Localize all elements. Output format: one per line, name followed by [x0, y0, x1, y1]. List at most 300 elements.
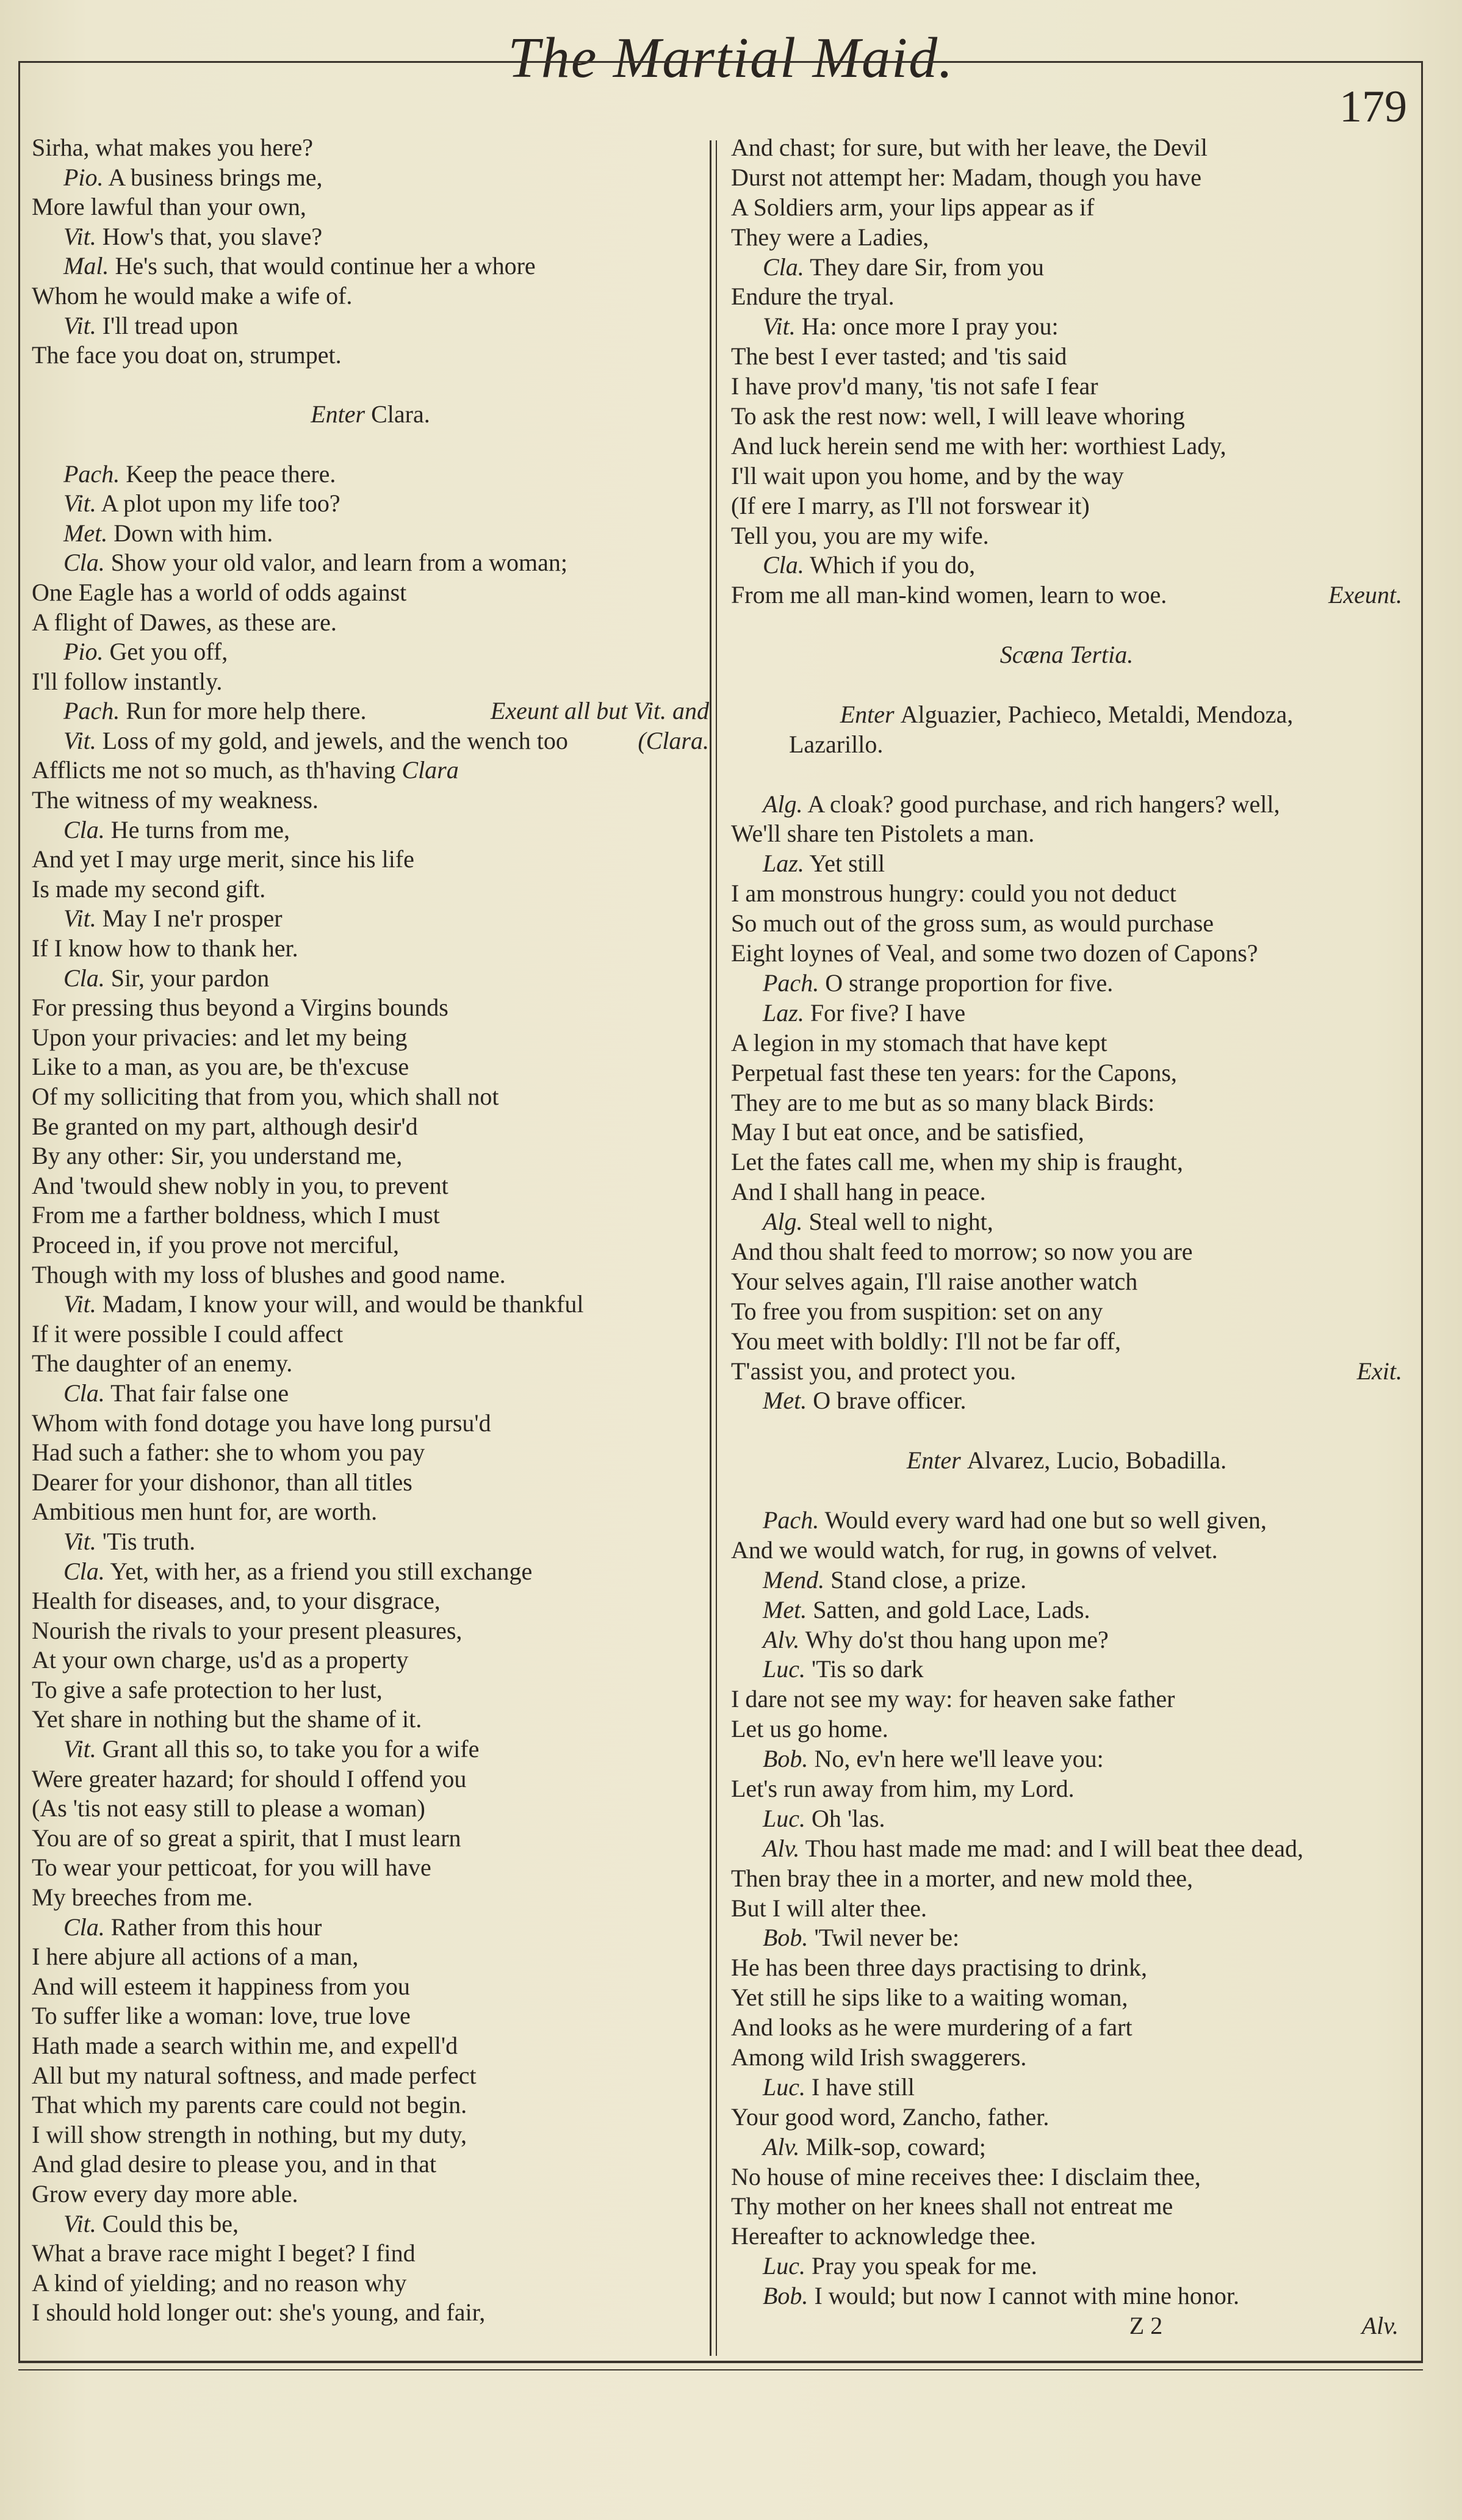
verse-line — [731, 2013, 1402, 2043]
line-text: A flight of Dawes, as these are. — [32, 608, 337, 636]
line-text: Perpetual fast these ten years: for the Capons, — [731, 1058, 1177, 1086]
speaker-prefix: Laz. — [763, 850, 804, 878]
verse-line — [731, 909, 1402, 939]
blank-line — [731, 670, 1402, 700]
page-number: 179 — [1339, 82, 1407, 132]
column-divider — [710, 140, 711, 2356]
speaker-prefix: Vit. — [63, 311, 96, 339]
line-text: Why do'st thou hang upon me? — [805, 1625, 1109, 1653]
line-text: I am monstrous hungry: could you not deduct — [731, 879, 1176, 908]
verse-line — [32, 785, 709, 815]
verse-line — [731, 342, 1402, 372]
speaker-prefix: Bob. — [763, 1745, 808, 1773]
line-text: And luck herein send me with her: worthiest Lady, — [731, 431, 1226, 460]
line-text: I will show strength in nothing, but my duty, — [32, 2120, 467, 2148]
speaker-prefix: Alv. — [763, 1834, 800, 1862]
verse-line — [32, 1794, 709, 1824]
line-text: Whom he would make a wife of. — [32, 281, 353, 309]
verse-line — [32, 1052, 709, 1082]
line-text: And will esteem it happiness from you — [32, 1972, 410, 2000]
verse-line — [32, 1409, 709, 1439]
speech-line — [32, 1557, 709, 1587]
verse-line — [32, 1764, 709, 1794]
verse-line — [731, 282, 1402, 312]
verse-line — [32, 2179, 709, 2209]
line-text: Had such a father: she to whom you pay — [32, 1439, 425, 1467]
line-text: I should hold longer out: she's young, and fair, — [32, 2298, 486, 2327]
line-text: At your own charge, us'd as a property — [32, 1646, 409, 1674]
verse-line — [32, 192, 709, 222]
blank-line — [32, 370, 709, 400]
line-text: May I ne'r prosper — [102, 904, 283, 933]
speaker-prefix: Vit. — [63, 2209, 96, 2237]
speaker-prefix: Mal. — [63, 252, 109, 280]
left-column — [32, 133, 709, 2328]
line-text: A business brings me, — [108, 163, 323, 191]
speaker-prefix: Bob. — [763, 1924, 808, 1952]
verse-line — [731, 1028, 1402, 1058]
speech-line — [32, 1290, 709, 1320]
verse-line — [32, 875, 709, 904]
line-text: The witness of my weakness. — [32, 786, 319, 814]
verse-line — [731, 1237, 1402, 1267]
running-title: The Martial Maid. — [508, 26, 954, 90]
verse-line — [731, 402, 1402, 431]
speech-line — [731, 1565, 1402, 1595]
stage-direction — [731, 1446, 1402, 1476]
line-text: From me all man-kind women, learn to woe. — [731, 581, 1167, 609]
speech-line — [731, 1923, 1402, 1953]
speaker-prefix: Pio. — [63, 638, 104, 666]
verse-line — [731, 879, 1402, 909]
line-text: You are of so great a spirit, that I must learn — [32, 1824, 461, 1852]
line-text: Ha: once more I pray you: — [801, 312, 1059, 341]
signature-mark: Z 2 — [1129, 2312, 1163, 2340]
line-text: A Soldiers arm, your lips appear as if — [731, 193, 1095, 221]
line-text: Satten, and gold Lace, Lads. — [813, 1595, 1090, 1623]
verse-line — [731, 1147, 1402, 1177]
line-text: Is made my second gift. — [32, 875, 266, 903]
speaker-prefix: Vit. — [63, 1290, 96, 1318]
verse-line — [32, 1260, 709, 1290]
line-text: Run for more help there. — [126, 697, 367, 725]
speech-line — [731, 253, 1402, 283]
verse-line — [731, 1357, 1402, 1387]
speech-line — [32, 519, 709, 549]
speech-line — [32, 1379, 709, 1409]
line-text: You meet with boldly: I'll not be far off, — [731, 1327, 1122, 1355]
verse-line — [32, 667, 709, 697]
line-text: Among wild Irish swaggerers. — [731, 2043, 1027, 2071]
line-text: (If ere I marry, as I'll not forswear it) — [731, 491, 1090, 519]
speaker-prefix: Cla. — [63, 549, 105, 577]
verse-line — [731, 2043, 1402, 2073]
blank-line — [731, 1416, 1402, 1446]
line-text: Tell you, you are my wife. — [731, 521, 989, 549]
verse-line — [32, 1141, 709, 1171]
stage-names: Lazarillo. — [789, 730, 884, 758]
speech-line — [731, 1207, 1402, 1237]
line-text: All but my natural softness, and made perfect — [32, 2061, 477, 2089]
line-text: Let's run away from him, my Lord. — [731, 1774, 1075, 1802]
speaker-prefix: Cla. — [63, 964, 105, 992]
line-text: They dare Sir, from you — [810, 253, 1044, 281]
speech-line — [32, 222, 709, 252]
line-text: Like to a man, as you are, be th'excuse — [32, 1053, 409, 1081]
speaker-prefix: Cla. — [63, 815, 105, 843]
stage-word: Enter — [311, 400, 366, 428]
line-text: To free you from suspition: set on any — [731, 1297, 1103, 1325]
verse-line — [32, 1586, 709, 1616]
verse-line — [731, 1774, 1402, 1804]
verse-line — [32, 1230, 709, 1260]
line-text: And looks as he were murdering of a fart — [731, 2013, 1133, 2042]
line-text: Durst not attempt her: Madam, though you have — [731, 163, 1201, 191]
line-text: (As 'tis not easy still to please a woman) — [32, 1794, 425, 1822]
speaker-prefix: Vit. — [63, 726, 96, 754]
verse-line — [731, 1088, 1402, 1118]
verse-line — [32, 1082, 709, 1112]
speech-line — [731, 1625, 1402, 1655]
line-text: Eight loynes of Veal, and some two dozen of Capons? — [731, 939, 1258, 967]
verse-line — [731, 491, 1402, 521]
stage-names: Alvarez, Lucio, Bobadilla. — [967, 1446, 1227, 1475]
verse-line — [731, 1177, 1402, 1207]
speech-line — [32, 1735, 709, 1764]
verse-line — [32, 845, 709, 875]
verse-line — [32, 1438, 709, 1468]
verse-line — [731, 133, 1402, 163]
line-text: For pressing thus beyond a Virgins bounds — [32, 994, 448, 1022]
verse-line — [731, 461, 1402, 491]
speech-line — [32, 311, 709, 341]
speaker-prefix: Vit. — [763, 312, 796, 341]
speaker-prefix: Pio. — [63, 163, 104, 191]
line-text: Down with him. — [113, 519, 273, 547]
speaker-prefix: Alg. — [763, 1208, 803, 1236]
line-text: Your good word, Zancho, father. — [731, 2103, 1050, 2131]
verse-line — [32, 1972, 709, 2002]
line-text: They were a Ladies, — [731, 223, 929, 251]
line-text: Keep the peace there. — [126, 460, 336, 488]
verse-line — [32, 1171, 709, 1201]
right-column — [731, 133, 1402, 2341]
speaker-prefix: Bob. — [763, 2282, 808, 2310]
line-text: A legion in my stomach that have kept — [731, 1028, 1107, 1056]
line-text: But I will alter thee. — [731, 1894, 927, 1922]
line-text: And we would watch, for rug, in gowns of velvet. — [731, 1536, 1218, 1564]
line-text: The best I ever tasted; and 'tis said — [731, 342, 1067, 370]
signature-line — [731, 2311, 1402, 2341]
speech-line — [731, 2132, 1402, 2162]
line-text: Afflicts me not so much, as th'having — [32, 756, 396, 784]
speaker-prefix: Vit. — [63, 489, 96, 518]
line-text: For five? I have — [810, 998, 966, 1027]
line-text: Milk-sop, coward; — [805, 2132, 986, 2161]
line-text: Would every ward had one but so well given, — [824, 1506, 1267, 1534]
line-text: To suffer like a woman: love, true love — [32, 2002, 411, 2030]
speaker-prefix: Met. — [63, 519, 108, 547]
speech-line — [731, 2073, 1402, 2103]
speaker-prefix: Alv. — [763, 2132, 800, 2161]
verse-line — [731, 193, 1402, 223]
blank-line — [731, 760, 1402, 790]
line-text: By any other: Sir, you understand me, — [32, 1142, 403, 1170]
line-text: Proceed in, if you prove not merciful, — [32, 1230, 400, 1258]
line-text: I would; but now I cannot with mine honor. — [814, 2282, 1240, 2310]
speaker-prefix: Alv. — [763, 1625, 800, 1653]
line-text: Which if you do, — [810, 551, 976, 579]
line-text: We'll share ten Pistolets a man. — [731, 820, 1035, 848]
line-text: Steal well to night, — [808, 1208, 993, 1236]
verse-line — [731, 1684, 1402, 1714]
line-text: Health for diseases, and, to your disgrace, — [32, 1587, 441, 1615]
verse-line — [731, 819, 1402, 849]
speech-line — [731, 1595, 1402, 1625]
verse-line — [32, 2061, 709, 2091]
line-text: They are to me but as so many black Birds: — [731, 1088, 1155, 1116]
italic-name: Clara — [402, 756, 459, 784]
line-text: Oh 'las. — [812, 1804, 885, 1832]
line-text: And chast; for sure, but with her leave, the Devil — [731, 134, 1208, 161]
line-text: Stand close, a prize. — [830, 1565, 1027, 1594]
verse-line — [32, 756, 709, 785]
line-text: Grow every day more able. — [32, 2179, 298, 2208]
speaker-prefix: Pach. — [763, 969, 819, 997]
verse-line — [32, 1112, 709, 1142]
line-text: He's such, that would continue her a whore — [115, 252, 536, 280]
line-text: My breeches from me. — [32, 1883, 253, 1912]
verse-line — [731, 1267, 1402, 1297]
stage-names: Alguazier, Pachieco, Metaldi, Mendoza, — [900, 700, 1294, 728]
speech-line — [32, 964, 709, 994]
line-text: Thy mother on her knees shall not entreat me — [731, 2192, 1173, 2220]
verse-line — [32, 1645, 709, 1675]
speech-line — [32, 489, 709, 519]
line-text: I have still — [812, 2073, 915, 2101]
speaker-prefix: Cla. — [63, 1557, 105, 1585]
speaker-prefix: Cla. — [763, 253, 804, 281]
speaker-prefix: Cla. — [63, 1379, 105, 1407]
line-text: Let the fates call me, when my ship is fraught, — [731, 1148, 1183, 1176]
verse-line — [731, 1894, 1402, 1924]
speech-line — [731, 969, 1402, 998]
speaker-prefix: Vit. — [63, 1735, 96, 1763]
line-text: T'assist you, and protect you. — [731, 1357, 1017, 1385]
line-text: Yet share in nothing but the shame of it. — [32, 1705, 422, 1733]
footer-rule — [18, 2361, 1423, 2363]
verse-line — [731, 580, 1402, 610]
line-text: May I but eat once, and be satisfied, — [731, 1118, 1084, 1146]
verse-line — [32, 2090, 709, 2120]
line-text: That which my parents care could not begin. — [32, 2091, 467, 2119]
speaker-prefix: Pach. — [763, 1506, 819, 1534]
verse-line — [731, 163, 1402, 193]
speech-line — [32, 1913, 709, 1943]
line-text: Show your old valor, and learn from a woman; — [110, 549, 568, 577]
verse-line — [731, 2192, 1402, 2222]
stage-direction-right: Exeunt. — [1328, 581, 1402, 609]
stage-direction — [32, 400, 709, 430]
speaker-prefix: Cla. — [763, 551, 804, 579]
line-text: Hath made a search within me, and expell'd — [32, 2032, 458, 2059]
catchword: Alv. — [1361, 2312, 1399, 2340]
line-text: Madam, I know your will, and would be thankful — [102, 1290, 584, 1318]
line-text: Hereafter to acknowledge thee. — [731, 2222, 1036, 2250]
line-text: To ask the rest now: well, I will leave whoring — [731, 402, 1185, 430]
stage-direction — [731, 700, 1402, 730]
line-text: Loss of my gold, and jewels, and the wench too — [102, 726, 568, 754]
speaker-prefix: Pach. — [63, 460, 120, 488]
speech-line — [32, 815, 709, 845]
verse-line — [731, 372, 1402, 402]
line-text: Thou hast made me mad: and I will beat thee dead, — [805, 1834, 1304, 1862]
verse-line — [32, 2031, 709, 2061]
line-text: And thou shalt feed to morrow; so now you are — [731, 1237, 1193, 1265]
verse-line — [32, 1824, 709, 1854]
line-text: No, ev'n here we'll leave you: — [814, 1745, 1104, 1773]
verse-line — [32, 2298, 709, 2328]
line-text: 'Tis truth. — [102, 1527, 196, 1555]
line-text: Ambitious men hunt for, are worth. — [32, 1498, 378, 1526]
line-text: Let us go home. — [731, 1715, 888, 1743]
line-text: Endure the tryal. — [731, 283, 895, 311]
verse-line — [32, 934, 709, 964]
line-text: 'Tis so dark — [812, 1655, 924, 1683]
line-text: He has been three days practising to drink, — [731, 1954, 1148, 1982]
speech-line — [731, 849, 1402, 879]
speaker-prefix: Met. — [763, 1595, 807, 1623]
line-text: No house of mine receives thee: I disclaim thee, — [731, 2162, 1201, 2190]
verse-line — [731, 1953, 1402, 1983]
stage-direction-right: Exit. — [1356, 1357, 1402, 1385]
line-text: If it were possible I could affect — [32, 1320, 344, 1348]
speaker-prefix: Luc. — [763, 2073, 805, 2101]
verse-line — [32, 1942, 709, 1972]
speaker-prefix: Luc. — [763, 1655, 805, 1683]
line-text: And 'twould shew nobly in you, to prevent — [32, 1171, 448, 1199]
blank-line — [731, 610, 1402, 640]
speaker-prefix: Vit. — [63, 1527, 96, 1555]
speech-line — [731, 2251, 1402, 2281]
line-text: So much out of the gross sum, as would purchase — [731, 909, 1214, 937]
line-text: Of my solliciting that from you, which shall not — [32, 1083, 499, 1110]
verse-line — [32, 1675, 709, 1705]
verse-line — [731, 431, 1402, 461]
speaker-prefix: Laz. — [763, 998, 804, 1027]
speech-line — [731, 2281, 1402, 2311]
verse-line — [32, 578, 709, 608]
verse-line — [731, 1983, 1402, 2013]
line-text: Upon your privacies: and let my being — [32, 1023, 408, 1051]
verse-line — [731, 939, 1402, 969]
line-text: I'll follow instantly. — [32, 667, 223, 695]
blank-line — [731, 1476, 1402, 1506]
line-text: And yet I may urge merit, since his life — [32, 845, 414, 873]
line-text: Could this be, — [102, 2209, 239, 2237]
verse-line — [32, 2120, 709, 2150]
line-text: Yet still — [809, 850, 885, 878]
speech-line — [731, 312, 1402, 342]
line-text: And I shall hang in peace. — [731, 1178, 986, 1206]
speaker-prefix: Cla. — [63, 1913, 105, 1941]
line-text: What a brave race might I beget? I find — [32, 2239, 416, 2267]
stage-word: Enter — [840, 700, 895, 728]
verse-line — [32, 1616, 709, 1646]
verse-line — [32, 1468, 709, 1498]
line-text: I have prov'd many, 'tis not safe I fear — [731, 372, 1098, 400]
speech-line — [32, 696, 709, 726]
verse-line — [32, 2001, 709, 2031]
line-text: Get you off, — [109, 638, 228, 666]
line-text: I here abjure all actions of a man, — [32, 1943, 359, 1971]
speaker-prefix: Vit. — [63, 904, 96, 933]
stage-names: Clara. — [371, 400, 430, 428]
line-text: More lawful than your own, — [32, 193, 306, 221]
line-text: I'll tread upon — [102, 311, 239, 339]
speech-line — [731, 1655, 1402, 1684]
verse-line — [731, 1864, 1402, 1894]
verse-line — [731, 1327, 1402, 1357]
speaker-prefix: Luc. — [763, 1804, 805, 1832]
line-text: From me a farther boldness, which I must — [32, 1201, 440, 1229]
line-text: Your selves again, I'll raise another watch — [731, 1267, 1138, 1295]
line-text: A plot upon my life too? — [101, 489, 340, 518]
line-text: I'll wait upon you home, and by the way — [731, 461, 1124, 489]
verse-line — [731, 2103, 1402, 2132]
line-text: How's that, you slave? — [102, 222, 323, 250]
speaker-prefix: Mend. — [763, 1565, 825, 1594]
verse-line — [731, 1117, 1402, 1147]
verse-line — [32, 341, 709, 370]
stage-word: Enter — [906, 1446, 961, 1475]
footer-rule-thin — [18, 2369, 1423, 2370]
speech-line — [32, 251, 709, 281]
line-text: The daughter of an enemy. — [32, 1349, 293, 1377]
verse-line — [731, 1297, 1402, 1327]
line-text: Though with my loss of blushes and good name. — [32, 1260, 506, 1288]
speech-line — [32, 637, 709, 667]
speech-line — [731, 1506, 1402, 1536]
speech-line — [32, 460, 709, 489]
speaker-prefix: Luc. — [763, 2252, 805, 2280]
line-text: Pray you speak for me. — [812, 2252, 1037, 2280]
speech-line — [32, 2209, 709, 2239]
verse-line — [32, 1705, 709, 1735]
line-text: Nourish the rivals to your present pleasures, — [32, 1616, 463, 1644]
verse-line — [32, 1023, 709, 1053]
verse-line — [731, 223, 1402, 253]
speech-line — [731, 1744, 1402, 1774]
stage-word: Scæna Tertia. — [999, 641, 1134, 669]
verse-line — [731, 1058, 1402, 1088]
line-text: He turns from me, — [110, 815, 290, 843]
verse-line — [731, 1714, 1402, 1744]
line-text: Sir, your pardon — [110, 964, 270, 992]
verse-line — [32, 1853, 709, 1883]
verse-line — [32, 1883, 709, 1913]
speaker-prefix: Met. — [763, 1387, 807, 1415]
verse-line — [32, 1200, 709, 1230]
speech-line — [32, 904, 709, 934]
line-text: To give a safe protection to her lust, — [32, 1675, 383, 1703]
line-text: Whom with fond dotage you have long pursu'd — [32, 1409, 491, 1437]
speech-line — [731, 551, 1402, 580]
verse-line — [32, 2150, 709, 2179]
speech-line — [731, 1804, 1402, 1834]
line-text: That fair false one — [110, 1379, 289, 1407]
line-text: And glad desire to please you, and in that — [32, 2150, 437, 2178]
